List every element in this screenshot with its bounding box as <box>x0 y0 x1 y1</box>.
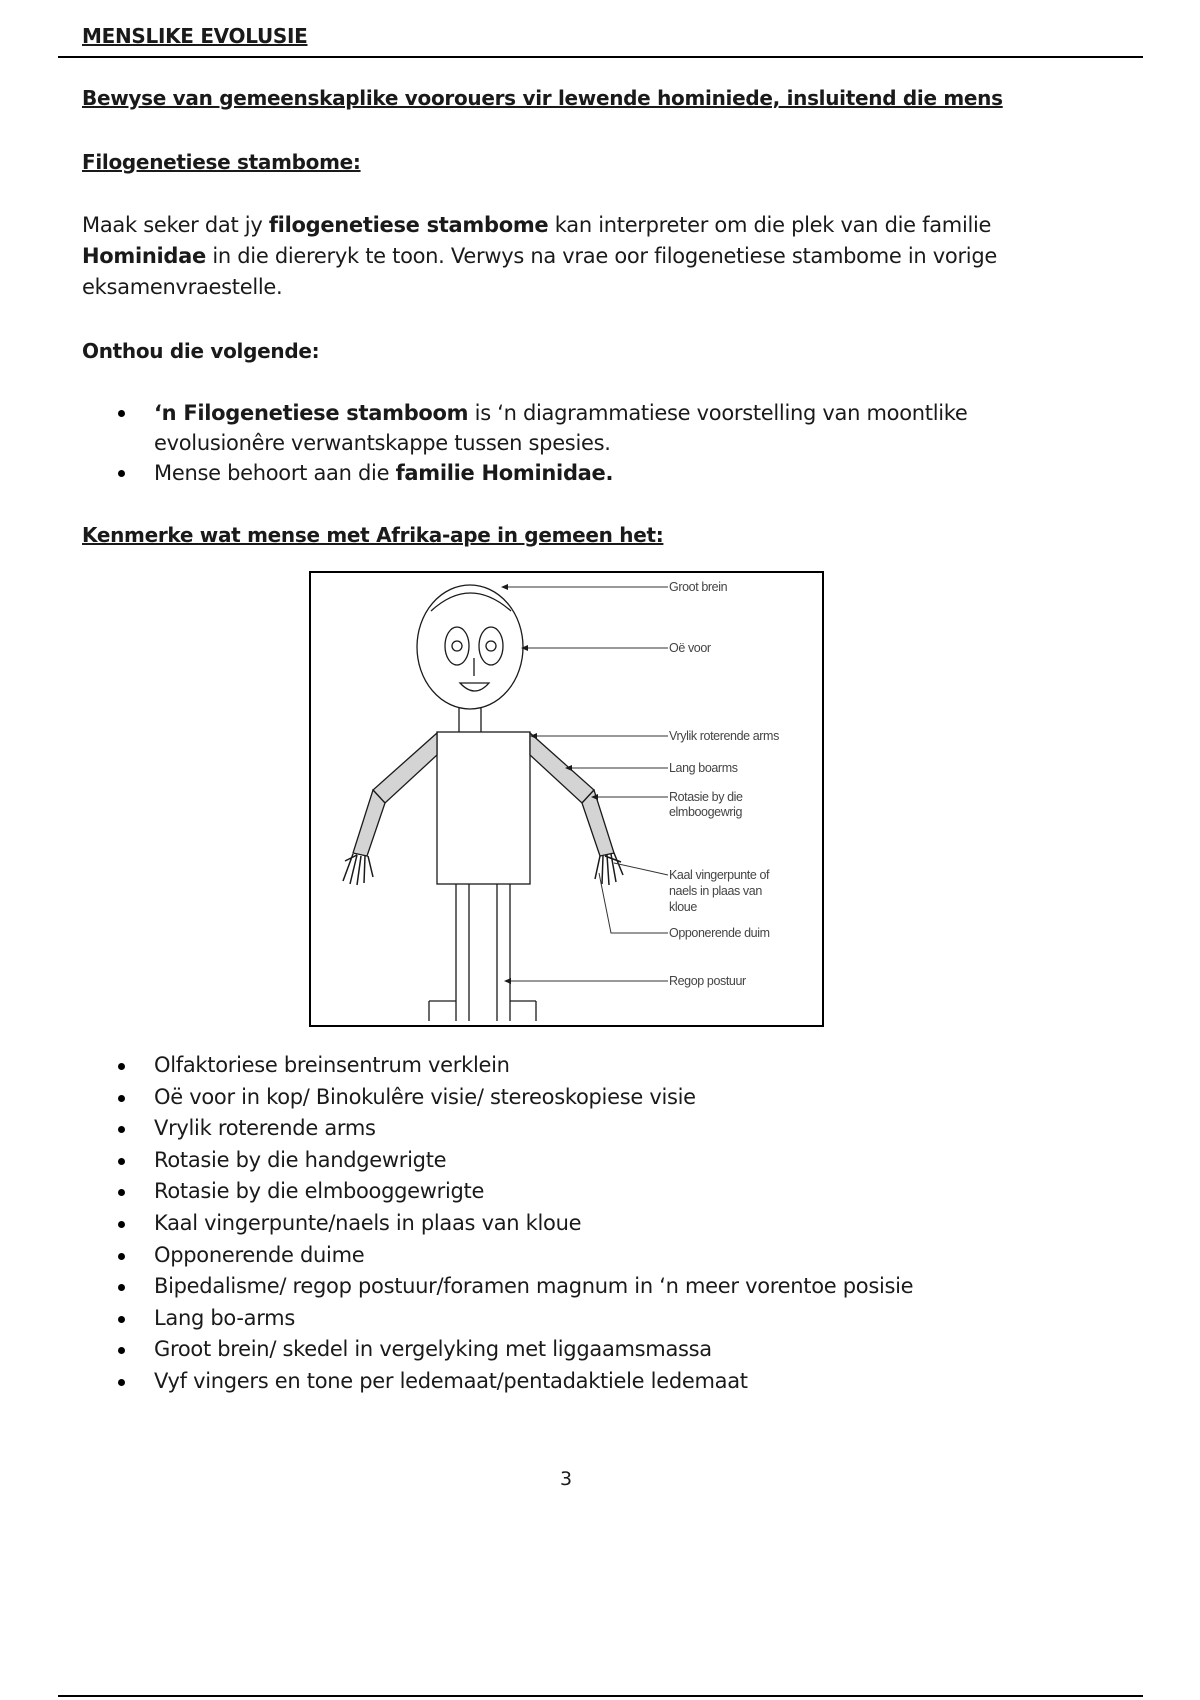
list-item: Groot brein/ skedel in vergelyking met liggaamsmassa <box>114 1334 1014 1366</box>
intro-paragraph <box>82 210 1042 303</box>
list-item: Oë voor in kop/ Binokulêre visie/ stereoskopiese visie <box>114 1082 1014 1114</box>
label-elbow-rotation-line1: Rotasie by die <box>669 790 743 804</box>
remember-list <box>114 398 994 488</box>
label-nails-line3: kloue <box>669 900 697 914</box>
list-item: Vyf vingers en tone per ledemaat/pentadaktiele ledemaat <box>114 1366 1014 1398</box>
remember-item-text: is ‘n diagrammatiese voorstelling van moontlike evolusionêre verwantskappe tussen spesies. <box>154 401 968 455</box>
para-text-2: kan interpreter om die plek van die familie <box>548 213 992 237</box>
list-item: Vrylik roterende arms <box>114 1113 1014 1145</box>
list-item <box>114 398 994 458</box>
label-opposable-thumb: Opponerende duim <box>669 926 770 940</box>
label-big-brain: Groot brein <box>669 580 728 594</box>
label-rotating-arms: Vrylik roterende arms <box>669 729 779 743</box>
para-bold-2: Hominidae <box>82 244 206 268</box>
list-item: Lang bo-arms <box>114 1303 1014 1335</box>
features-list <box>114 1050 1014 1398</box>
page-number: 3 <box>560 1468 573 1490</box>
mouth <box>460 683 489 691</box>
features-heading: Kenmerke wat mense met Afrika-ape in gemeen het: <box>82 523 664 547</box>
para-bold-1: filogenetiese stambome <box>268 213 549 237</box>
list-item: Rotasie by die handgewrigte <box>114 1145 1014 1177</box>
label-nails-line1: Kaal vingerpunte of <box>669 868 770 882</box>
left-forearm <box>353 790 385 856</box>
para-text-1: Maak seker dat jy <box>82 213 269 237</box>
label-eyes-front: Oë voor <box>669 641 711 655</box>
section-heading: Bewyse van gemeenskaplike voorouers vir lewende hominiede, insluitend die mens <box>82 86 1003 110</box>
list-item: Rotasie by die elmbooggewrigte <box>114 1176 1014 1208</box>
label-elbow-rotation-line2: elmboogewrig <box>669 805 743 819</box>
list-item: Kaal vingerpunte/naels in plaas van kloue <box>114 1208 1014 1240</box>
label-long-upper-arms: Lang boarms <box>669 761 738 775</box>
remember-item-text: Mense behoort aan die <box>154 461 396 485</box>
human-figure-diagram <box>311 573 822 1025</box>
label-upright-posture: Regop postuur <box>669 974 746 988</box>
header-rule <box>58 56 1143 58</box>
left-upper-arm <box>373 733 437 803</box>
phylogenetic-trees-heading: Filogenetiese stambome: <box>82 150 361 174</box>
list-item: Olfaktoriese breinsentrum verklein <box>114 1050 1014 1082</box>
torso <box>437 732 530 884</box>
document-header-title: MENSLIKE EVOLUSIE <box>82 24 308 48</box>
list-item: Opponerende duime <box>114 1240 1014 1272</box>
list-item: Bipedalisme/ regop postuur/foramen magnum in ‘n meer vorentoe posisie <box>114 1271 1014 1303</box>
footer-rule <box>58 1695 1143 1697</box>
remember-item-bold: familie Hominidae. <box>395 461 614 485</box>
remember-item-bold: ‘n Filogenetiese stamboom <box>154 401 469 425</box>
hominid-features-figure <box>309 571 824 1027</box>
list-item <box>114 458 994 488</box>
remember-heading: Onthou die volgende: <box>82 339 320 363</box>
label-nails-line2: naels in plaas van <box>669 884 762 898</box>
para-text-3: in die diereryk te toon. Verwys na vrae oor filogenetiese stambome in vorige eksamenvraestelle. <box>82 244 997 299</box>
